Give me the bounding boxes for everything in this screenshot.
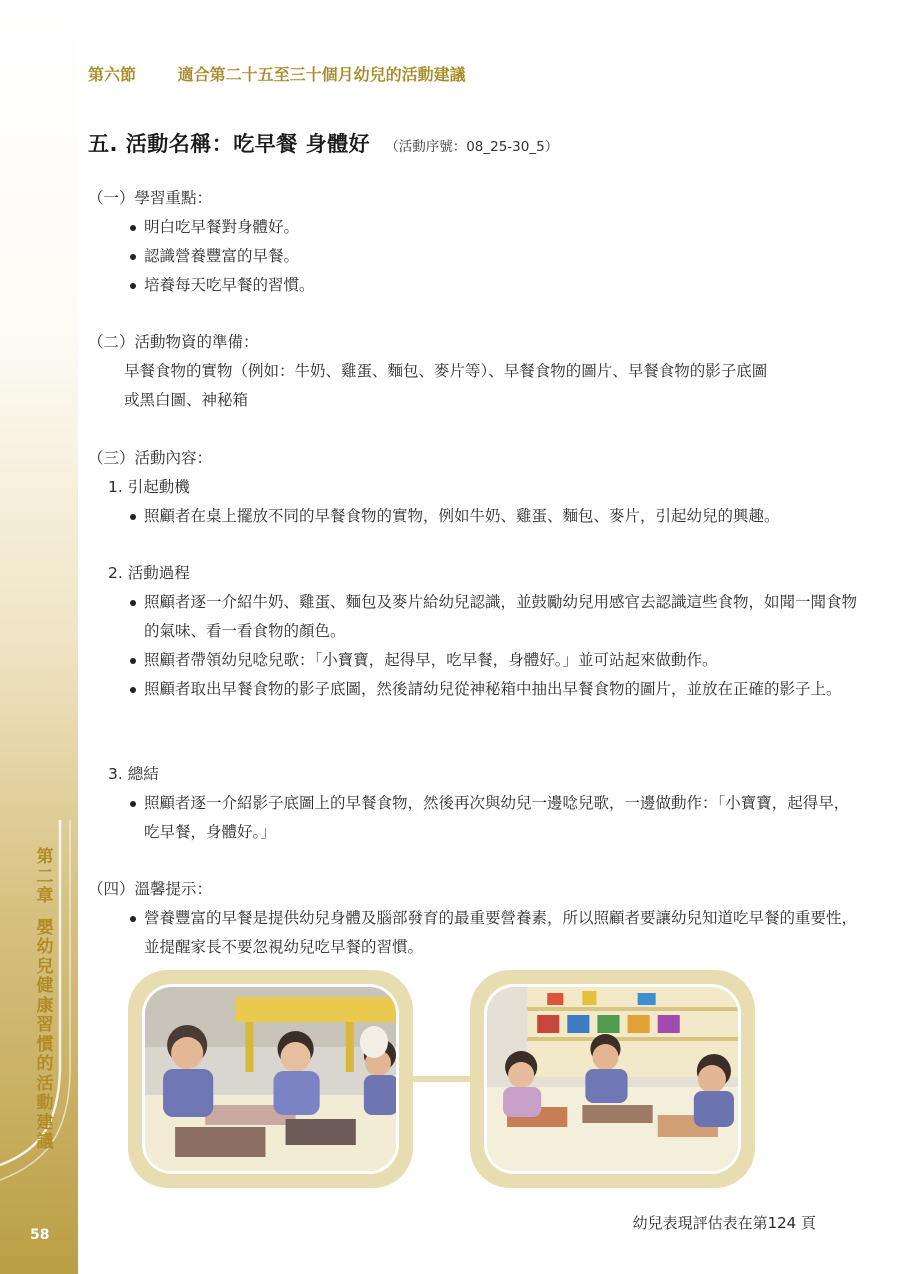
activity-title <box>88 128 558 158</box>
tips-list <box>88 904 860 962</box>
chapter-title-char: 動 <box>36 1093 54 1113</box>
materials-text-line2: 或黑白圖、神秘箱 <box>124 391 249 409</box>
tips-section <box>88 875 860 962</box>
tips-heading: （四）溫馨提示： <box>88 880 213 898</box>
chapter-title-char: 建 <box>36 1112 54 1133</box>
materials-section <box>88 328 767 415</box>
chapter-title-char: 的 <box>36 1054 54 1074</box>
list-item: 照顧者取出早餐食物的影子底圖，然後請幼兒從神秘箱中抽出早餐食物的圖片，並放在正確的影子上。 <box>130 675 860 704</box>
step-2-list <box>88 588 860 704</box>
list-item: 照顧者在桌上擺放不同的早餐食物的實物，例如牛奶、雞蛋、麵包、麥片，引起幼兒的興趣。 <box>130 502 860 531</box>
activity-name: 五. 活動名稱：吃早餐 身體好 <box>88 132 371 156</box>
photo-connector <box>413 1076 470 1082</box>
photo-strip <box>128 970 760 1192</box>
step-1-list <box>88 502 860 531</box>
list-item: 營養豐富的早餐是提供幼兒身體及腦部發育的最重要營養素，所以照顧者要讓幼兒知道吃早餐的重要性，並提醒家長不要忽視幼兒吃早餐的習慣。 <box>130 904 860 962</box>
chapter-title-char: 幼 <box>36 937 54 957</box>
content-section <box>88 444 860 531</box>
list-item: 照顧者帶領幼兒唸兒歌：「小寶寶，起得早，吃早餐，身體好。」並可站起來做動作。 <box>130 646 860 675</box>
materials-heading: （二）活動物資的準備： <box>88 333 259 351</box>
list-item: 明白吃早餐對身體好。 <box>130 213 315 242</box>
list-item: 認識營養豐富的早餐。 <box>130 242 315 271</box>
section-title: 適合第二十五至三十個月幼兒的活動建議 <box>177 65 466 84</box>
chapter-char: 二 <box>36 866 54 887</box>
chapter-char: 第 <box>36 847 54 867</box>
chapter-title-char: 活 <box>36 1073 54 1094</box>
chapter-title-char: 兒 <box>36 956 54 977</box>
list-item: 照顧者逐一介紹影子底圖上的早餐食物，然後再次與幼兒一邊唸兒歌，一邊做動作：「小寶寶，起得早，吃早餐，身體好。」 <box>130 789 860 847</box>
list-item: 照顧者逐一介紹牛奶、雞蛋、麵包及麥片給幼兒認識，並鼓勵幼兒用感官去認識這些食物，如聞一聞食物的氣味、看一看食物的顏色。 <box>130 588 860 646</box>
step-2-section <box>88 559 860 704</box>
learning-focus-section <box>88 184 315 300</box>
step-1-label: 1. 引起動機 <box>108 478 190 496</box>
activity-code: （活動序號：08_25-30_5） <box>385 139 559 155</box>
chapter-char: 章 <box>36 886 54 906</box>
chapter-title-char: 慣 <box>36 1034 54 1055</box>
page-number: 58 <box>30 1227 50 1243</box>
chapter-title-char: 康 <box>36 995 54 1016</box>
section-number: 第六節 <box>88 65 137 84</box>
content-heading: （三）活動內容： <box>88 449 213 467</box>
step-2-label: 2. 活動過程 <box>108 564 190 582</box>
step-3-section <box>88 760 860 847</box>
chapter-title-char: 嬰 <box>36 917 54 938</box>
learning-focus-heading: （一）學習重點： <box>88 189 213 207</box>
step-3-list <box>88 789 860 847</box>
chapter-title-char: 習 <box>36 1015 54 1035</box>
photo-frame <box>470 970 755 1188</box>
photo-frame <box>128 970 413 1188</box>
materials-text-line1: 早餐食物的實物（例如：牛奶、雞蛋、麵包、麥片等）、早餐食物的圖片、早餐食物的影子底圖 <box>124 362 768 380</box>
assessment-page-note: 幼兒表現評估表在第124 頁 <box>632 1214 816 1232</box>
section-header <box>88 62 466 85</box>
classroom-photo-left <box>145 987 396 1171</box>
chapter-title-char: 健 <box>36 976 54 996</box>
classroom-photo-right <box>487 987 738 1171</box>
list-item: 培養每天吃早餐的習慣。 <box>130 271 315 300</box>
step-3-label: 3. 總結 <box>108 765 159 783</box>
learning-focus-list <box>88 213 315 300</box>
chapter-title-char: 議 <box>36 1132 54 1152</box>
chapter-vertical-title <box>35 848 55 1153</box>
